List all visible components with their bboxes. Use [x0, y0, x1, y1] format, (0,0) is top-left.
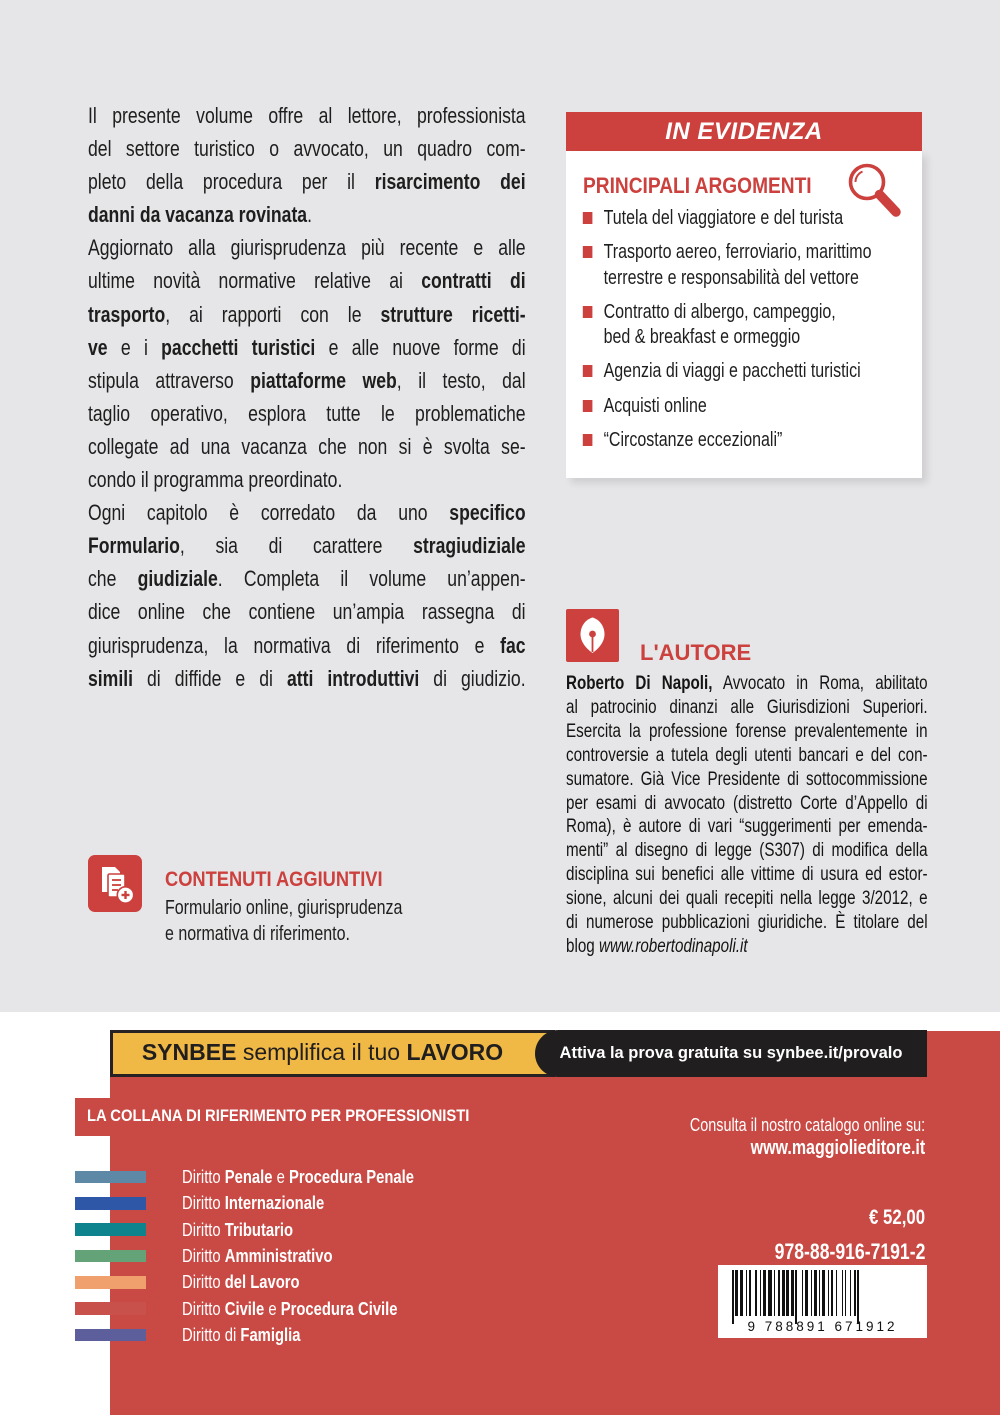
- collana-item: Diritto Internazionale: [75, 1190, 472, 1216]
- documents-plus-icon: [88, 855, 142, 912]
- category-color-bar: [75, 1302, 146, 1315]
- bullet-square-icon: [583, 434, 593, 446]
- bullet-square-icon: [583, 365, 593, 377]
- price: € 52,00: [868, 1206, 925, 1229]
- collana-item: Diritto Civile e Procedura Civile: [75, 1295, 472, 1321]
- highlight-item: “Circostanze eccezionali”: [582, 428, 918, 453]
- collana-list: [75, 1164, 472, 1348]
- isbn: 978-88-916-7191-2: [774, 1239, 925, 1264]
- principali-argomenti-title: PRINCIPALI ARGOMENTI: [583, 173, 812, 198]
- category-color-bar: [75, 1171, 146, 1184]
- highlights-box: [566, 151, 922, 478]
- intro-paragraph-3: Ogni capitolo è corredato da uno specifico Formulario, sia di carattere stragiudiziale che giudiziale. Completa il volume un’appen- dice online che contiene un’ampia rassegna di giurisprudenza, la normativa di riferimento e fac simili di diffide e di atti introduttivi di giudizio.: [88, 500, 526, 691]
- intro-paragraph-2: Aggiornato alla giurisprudenza più recente e alle ultime novità normative relative ai contratti di trasporto, ai rapporti con le strutture ricetti- ve e i pacchetti turistici e alle nuove forme di stipula attraverso piattaforme web, il testo, dal taglio operativo, esplora tutte le problematiche collegate ad una vacanza che non si è svolta se- condo il programma preordinato.: [88, 235, 526, 493]
- in-evidenza-header: [566, 112, 922, 151]
- collana-header: LA COLLANA DI RIFERIMENTO PER PROFESSIONISTI: [87, 1106, 470, 1125]
- barcode: [718, 1265, 927, 1338]
- highlight-item: Agenzia di viaggi e pacchetti turistici: [582, 359, 918, 384]
- author-bio: Roberto Di Napoli, Avvocato in Roma, abilitato al patrocinio dinanzi alle Giurisdizioni Superiori. Esercita la professione forense prevalentemente in controversie a tutela degli utenti bancari e del con- sumatore. Già Vice Presidente di sottocommissione per esami di avvocato (distretto Corte d’Appello di Roma), è autore di vari “suggerimenti per emenda- menti” al disegno di legge (S307) di modifica della disciplina sui benefici alle vittime di usura ed estor- sione, alcuni dei quali recepiti nella legge 3/2012, e di numerose pubblicazioni giuridiche. È titolare del blog www.robertodinapoli.it: [566, 673, 928, 957]
- category-color-bar: [75, 1329, 146, 1342]
- collana-item: Diritto Penale e Procedura Penale: [75, 1164, 472, 1190]
- category-color-bar: [75, 1223, 146, 1236]
- contenuti-line-1: Formulario online, giurisprudenza: [165, 897, 403, 919]
- bullet-square-icon: [583, 306, 593, 318]
- contenuti-aggiuntivi-title: CONTENUTI AGGIUNTIVI: [165, 868, 383, 891]
- synbee-slogan: SYNBEE semplifica il tuo LAVORO: [141, 1039, 504, 1065]
- category-color-bar: [75, 1276, 146, 1289]
- contenuti-line-2: e normativa di riferimento.: [165, 922, 350, 945]
- highlight-item: Contratto di albergo, campeggio, bed & breakfast e ormeggio: [582, 300, 918, 351]
- highlights-list: [582, 206, 918, 462]
- collana-item: Diritto Tributario: [75, 1217, 472, 1243]
- in-evidenza-label: IN EVIDENZA: [665, 118, 823, 145]
- synbee-cta: Attiva la prova gratuita su synbee.it/provalo: [559, 1044, 903, 1062]
- autore-title: L'AUTORE: [640, 640, 752, 665]
- category-color-bar: [75, 1197, 146, 1210]
- bullet-square-icon: [583, 212, 593, 224]
- pen-nib-icon: [566, 609, 619, 662]
- category-color-bar: [75, 1250, 146, 1263]
- in-evidenza-panel: [566, 112, 922, 478]
- collana-item: Diritto Amministrativo: [75, 1243, 472, 1269]
- highlight-item: Tutela del viaggiatore e del turista: [582, 206, 918, 231]
- bullet-square-icon: [583, 400, 593, 412]
- highlight-item: Trasporto aereo, ferroviario, marittimo terrestre e responsabilità del vettore: [582, 240, 918, 291]
- contenuti-aggiuntivi-text: [165, 896, 402, 947]
- collana-item: Diritto del Lavoro: [75, 1269, 472, 1295]
- catalog-invite: Consulta il nostro catalogo online su:: [689, 1115, 925, 1135]
- collana-item: Diritto di Famiglia: [75, 1322, 472, 1348]
- intro-paragraph-1: Il presente volume offre al lettore, professionista del settore turistico o avvocato, un quadro com- pleto della procedura per il risarcimento dei danni da vacanza rovinata.: [88, 103, 526, 228]
- intro-text: [88, 99, 526, 695]
- bullet-square-icon: [583, 246, 593, 258]
- barcode-number: 9 788891 671912: [747, 1319, 898, 1334]
- highlight-item: Acquisti online: [582, 394, 918, 419]
- catalog-url: www.maggiolieditore.it: [750, 1137, 925, 1159]
- synbee-banner: [110, 1030, 927, 1077]
- barcode-bars: [732, 1270, 859, 1316]
